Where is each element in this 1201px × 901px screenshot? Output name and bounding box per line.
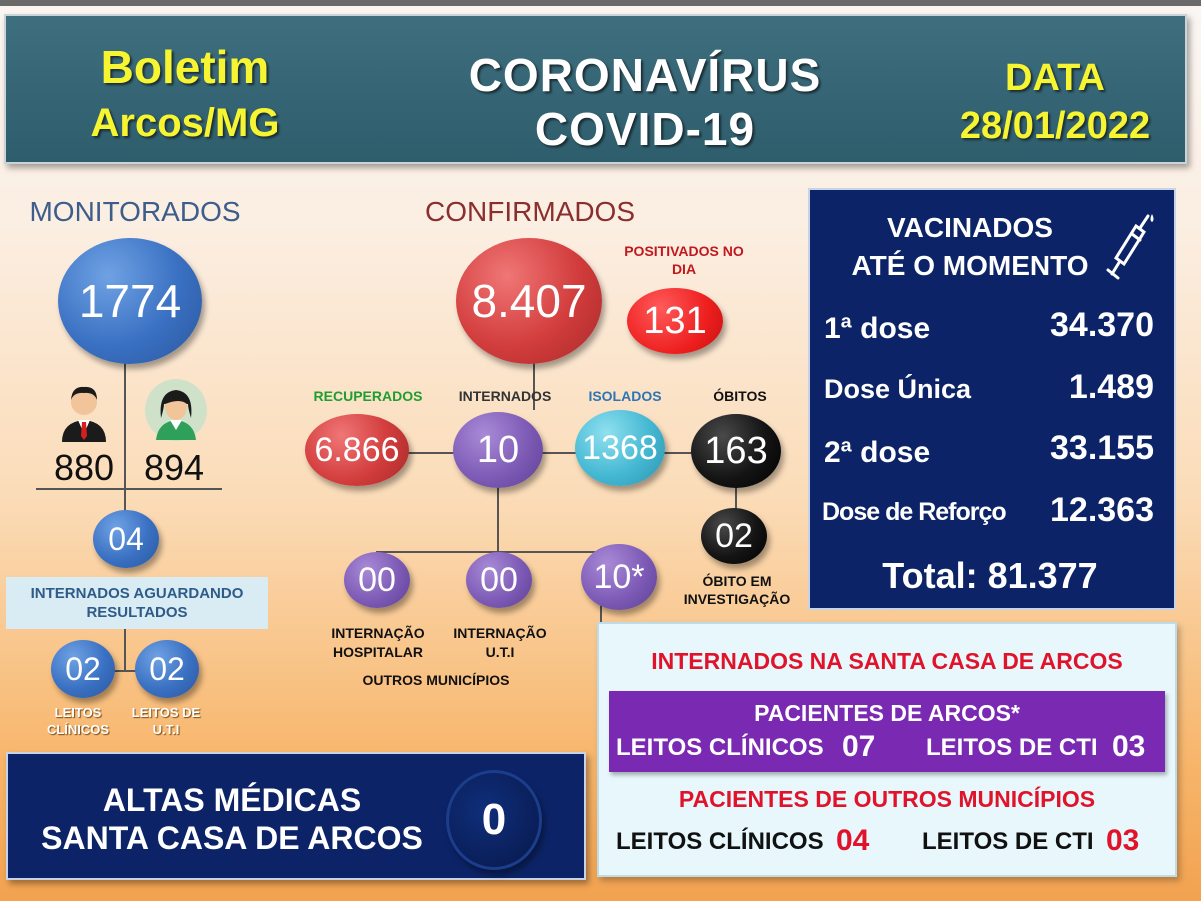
women-count: 894 [143,447,205,488]
outros-municipios-label: OUTROS MUNICÍPIOS [362,672,510,688]
internacao-hospitalar-label: INTERNAÇÃO HOSPITALAR [331,625,425,660]
recuperados-value: 6.866 [314,430,400,469]
outros-cti-value: 03 [1106,824,1140,857]
santa-casa-title: INTERNADOS NA SANTA CASA DE ARCOS [651,648,1123,674]
arcos-clinicos-label: LEITOS CLÍNICOS [616,734,824,761]
positivados-value: 131 [643,299,707,342]
altas-circle [446,770,542,870]
leitos-clinicos-label: LEITOS CLÍNICOS [46,705,110,737]
outros-clinicos-label: LEITOS CLÍNICOS [616,828,824,855]
isolados-label: ISOLADOS [588,388,662,404]
internados-value: 10 [476,428,520,471]
outros-municipios-title: PACIENTES DE OUTROS MUNICÍPIOS [678,786,1096,812]
confirmados-title: CONFIRMADOS [425,196,635,227]
altas-line2: SANTA CASA DE ARCOS [41,820,423,856]
vac-row-value-2: 1.489 [1068,368,1154,406]
obito-investigacao-label: ÓBITO EM INVESTIGAÇÃO [683,573,791,607]
outros-municipios-circle [581,544,657,610]
woman-icon [144,378,208,442]
main-title-line2: COVID-19 [534,103,756,155]
positivados-label: POSITIVADOS NO DIA [624,243,744,277]
internacao-uti-circle [466,552,532,608]
men-count: 880 [53,447,115,488]
main-title-line1: CORONAVÍRUS [468,49,822,101]
obitos-label: ÓBITOS [713,388,767,404]
internados-label: INTERNADOS [458,388,552,404]
monitorados-total-value: 1774 [78,275,182,327]
positivados-circle [627,288,723,354]
aguardando-value: 04 [108,520,144,557]
monitorados-title: MONITORADOS [29,196,241,227]
vacinados-title-line2: ATÉ O MOMENTO [851,250,1089,281]
obitos-value: 163 [704,429,768,472]
aguardando-circle [93,510,159,568]
internacao-uti-value: 00 [480,560,518,599]
confirmados-total-circle [456,238,602,364]
arcos-cti-label: LEITOS DE CTI [926,734,1098,761]
vacinados-total: Total: 81.377 [882,555,1098,596]
city-title: Arcos/MG [90,101,280,145]
boletim-title: Boletim [100,41,270,93]
isolados-value: 1368 [582,428,658,467]
vac-row-value-4: 12.363 [1050,491,1154,529]
leitos-uti-value: 02 [149,650,185,687]
aguardando-label: INTERNADOS AGUARDANDO RESULTADOS [30,585,244,621]
internacao-uti-label: INTERNAÇÃO U.T.I [453,625,547,660]
vac-row-label-1: 1ª dose [824,312,931,345]
internacao-hospitalar-circle [344,552,410,608]
confirmados-total-value: 8.407 [471,275,587,327]
monitorados-vline [124,350,126,490]
vac-row-value-1: 34.370 [1050,306,1154,344]
leitos-clinicos-circle [51,640,115,698]
outros-clinicos-value: 04 [836,824,870,857]
monitorados-total-circle [58,238,202,364]
pacientes-arcos-title: PACIENTES DE ARCOS* [754,700,1020,726]
arcos-clinicos-value: 07 [842,730,876,763]
outros-cti-label: LEITOS DE CTI [922,828,1094,855]
internados-circle [453,412,543,488]
internados-vline [497,480,499,552]
confirmados-hline [400,452,720,454]
syringe-icon [1106,212,1158,282]
date-value: 28/01/2022 [959,105,1151,147]
leitos-uti-circle [135,640,199,698]
aguardando-vline [124,628,126,672]
vac-row-label-3: 2ª dose [824,436,931,469]
vacinados-title-line1: VACINADOS [887,212,1053,243]
arcos-cti-value: 03 [1112,730,1146,763]
internacao-hospitalar-value: 00 [358,560,396,599]
vac-row-label-4: Dose de Reforço [822,498,1006,526]
recuperados-label: RECUPERADOS [313,388,423,404]
man-icon [56,380,112,442]
obitos-circle [691,414,781,488]
altas-line1: ALTAS MÉDICAS [102,782,362,818]
obito-investigacao-circle [701,508,767,564]
vac-row-value-3: 33.155 [1050,429,1154,467]
vac-row-label-2: Dose Única [824,374,972,404]
outros-municipios-value: 10* [593,557,645,596]
leitos-clinicos-value: 02 [65,650,101,687]
isolados-circle [575,410,665,486]
date-label: DATA [1005,57,1105,99]
recuperados-circle [305,414,409,486]
obito-investigacao-value: 02 [715,516,753,555]
top-frame [0,0,1201,6]
leitos-uti-label: LEITOS DE U.T.I [131,705,201,737]
altas-value: 0 [481,795,507,844]
